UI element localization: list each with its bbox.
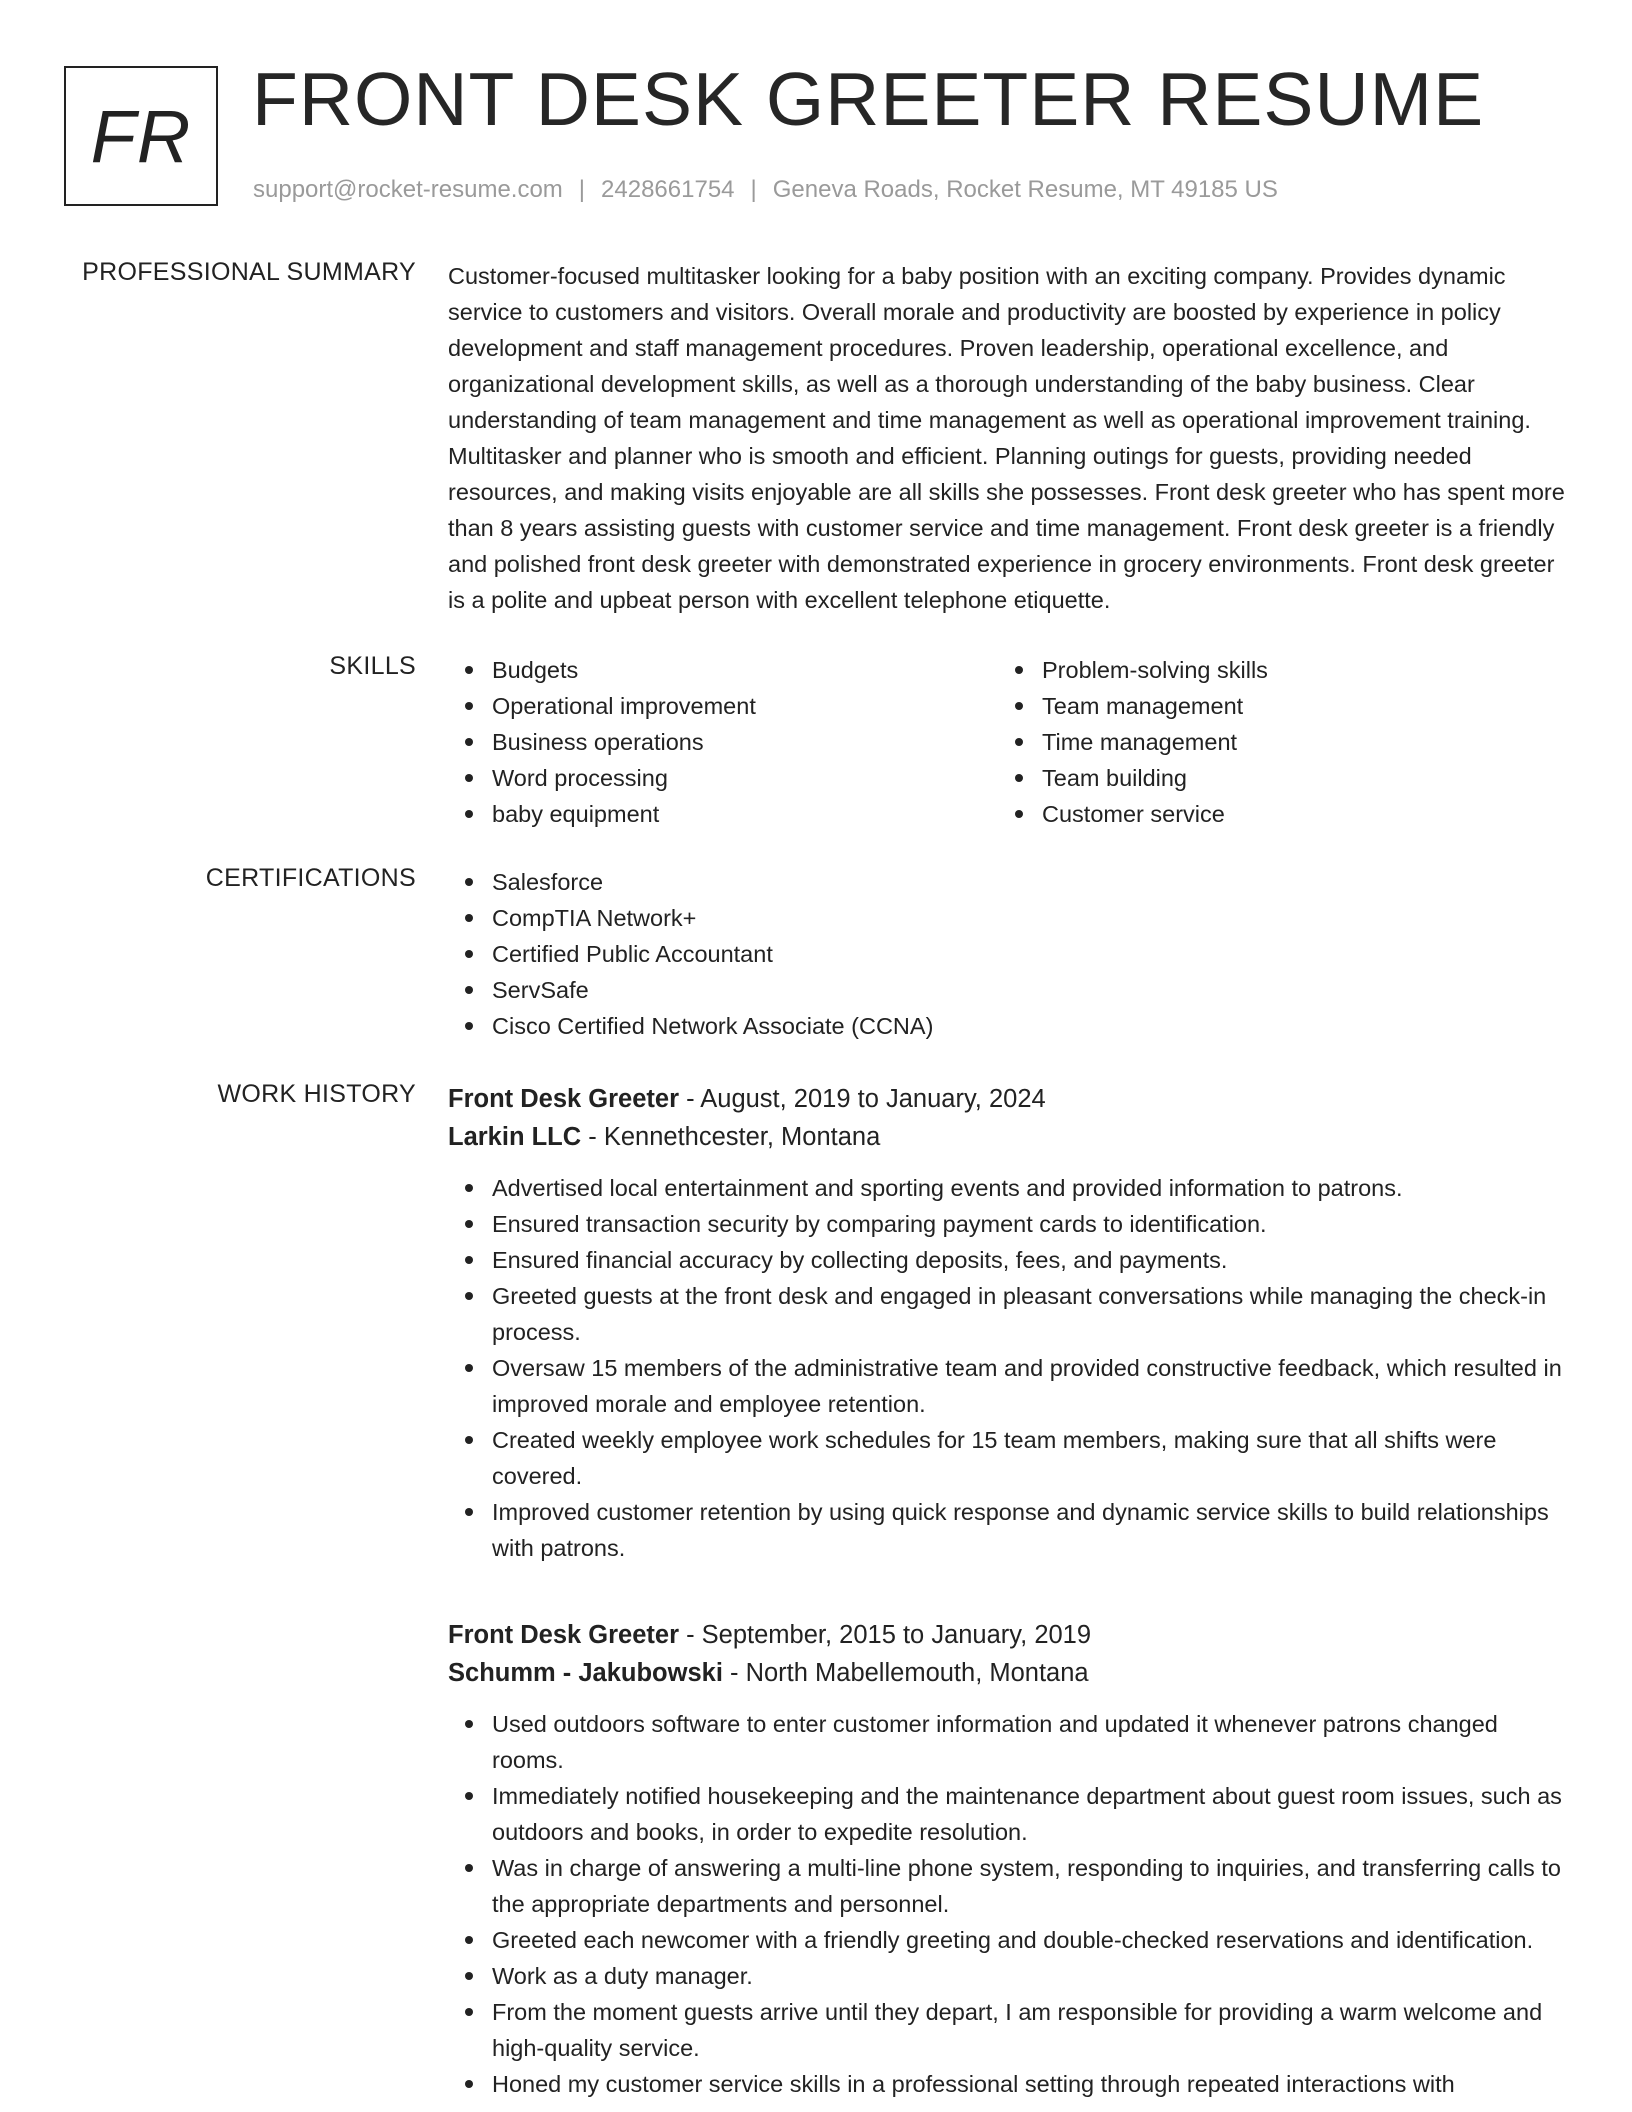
job-duty-item: Honed my customer service skills in a professional setting through repeated interactions with bbox=[492, 2066, 1568, 2102]
work-history-body bbox=[448, 1080, 1568, 2102]
certification-item: Salesforce bbox=[492, 864, 1568, 900]
job-duty-item: Ensured financial accuracy by collecting deposits, fees, and payments. bbox=[492, 1242, 1568, 1278]
job-location: - North Mabellemouth, Montana bbox=[722, 1659, 1089, 1687]
certification-item: Certified Public Accountant bbox=[492, 936, 1568, 972]
job-dates: - August, 2019 to January, 2024 bbox=[679, 1085, 1046, 1113]
section-heading-summary: PROFESSIONAL SUMMARY bbox=[82, 258, 416, 286]
job-duty-item: Ensured transaction security by comparing payment cards to identification. bbox=[492, 1206, 1568, 1242]
job-duties-list bbox=[448, 1706, 1568, 2102]
monogram-text: FR bbox=[90, 94, 192, 178]
job-company-line bbox=[448, 1118, 1568, 1156]
section-heading-certifications: CERTIFICATIONS bbox=[205, 864, 416, 892]
contact-separator: | bbox=[578, 176, 586, 203]
section-heading-work-history: WORK HISTORY bbox=[217, 1080, 416, 1108]
job-duty-item: Improved customer retention by using quick response and dynamic service skills to build relationships with patrons. bbox=[492, 1494, 1568, 1566]
job-duty-item: Used outdoors software to enter customer information and updated it whenever patrons changed rooms. bbox=[492, 1706, 1568, 1778]
skill-item: Business operations bbox=[492, 724, 998, 760]
skills-column-left bbox=[448, 652, 998, 832]
skills-body bbox=[448, 652, 1568, 832]
contact-email: support@rocket-resume.com bbox=[253, 176, 563, 203]
job-company-line bbox=[448, 1654, 1568, 1692]
skill-item: Time management bbox=[1042, 724, 1548, 760]
job-company: Larkin LLC bbox=[448, 1123, 582, 1151]
job-title-line bbox=[448, 1080, 1568, 1118]
certifications-body bbox=[448, 864, 1568, 1044]
job-title: Front Desk Greeter bbox=[448, 1085, 679, 1113]
certifications-list bbox=[448, 864, 1568, 1044]
skill-item: baby equipment bbox=[492, 796, 998, 832]
contact-separator: | bbox=[750, 176, 757, 203]
job-location: - Kennethcester, Montana bbox=[581, 1123, 881, 1151]
job-duty-item: Created weekly employee work schedules for 15 team members, making sure that all shifts were covered. bbox=[492, 1422, 1568, 1494]
section-heading-skills: SKILLS bbox=[329, 652, 416, 680]
job-duty-item: Immediately notified housekeeping and the maintenance department about guest room issues, such as outdoors and books, in order to expedite resolution. bbox=[492, 1778, 1568, 1850]
certification-item: ServSafe bbox=[492, 972, 1568, 1008]
job-duty-item: Oversaw 15 members of the administrative team and provided constructive feedback, which resulted in improved morale and employee retention. bbox=[492, 1350, 1568, 1422]
job-duties-list bbox=[448, 1170, 1568, 1566]
job-dates: - September, 2015 to January, 2019 bbox=[679, 1621, 1092, 1649]
certification-item: CompTIA Network+ bbox=[492, 900, 1568, 936]
skill-item: Team building bbox=[1042, 760, 1548, 796]
skills-list-left bbox=[448, 652, 998, 832]
job-duty-item: Work as a duty manager. bbox=[492, 1958, 1568, 1994]
contact-line bbox=[253, 176, 1278, 204]
job-title-line bbox=[448, 1616, 1568, 1654]
skills-list-right bbox=[998, 652, 1548, 832]
skill-item: Problem-solving skills bbox=[1042, 652, 1548, 688]
summary-text: Customer-focused multitasker looking for a baby position with an exciting company. Provides dynamic service to customers and visitors. Overall morale and productivity are boosted by experience in policy development and staff management procedures. Proven leadership, operational excellence, and organizational development skills, as well as a thorough understanding of the baby business. Clear understanding of team management and time management as well as operational improvement training. Multitasker and planner who is smooth and efficient. Planning outings for guests, providing needed resources, and making visits enjoyable are all skills she possesses. Front desk greeter who has spent more than 8 years assisting guests with customer service and time management. Front desk greeter is a friendly and polished front desk greeter with demonstrated experience in grocery environments. Front desk greeter is a polite and upbeat person with excellent telephone etiquette. bbox=[448, 263, 1565, 613]
job-entry bbox=[448, 1080, 1568, 1566]
summary-body bbox=[448, 258, 1568, 618]
monogram-badge bbox=[64, 66, 218, 206]
job-duty-item: Was in charge of answering a multi-line phone system, responding to inquiries, and transferring calls to the appropriate departments and personnel. bbox=[492, 1850, 1568, 1922]
contact-address: Geneva Roads, Rocket Resume, MT 49185 US bbox=[772, 176, 1278, 203]
skills-column-right bbox=[998, 652, 1548, 832]
job-company: Schumm - Jakubowski bbox=[448, 1659, 723, 1687]
resume-title: FRONT DESK GREETER RESUME bbox=[252, 57, 1485, 141]
skill-item: Team management bbox=[1042, 688, 1548, 724]
skill-item: Budgets bbox=[492, 652, 998, 688]
skill-item: Operational improvement bbox=[492, 688, 998, 724]
skill-item: Customer service bbox=[1042, 796, 1548, 832]
job-duty-item: From the moment guests arrive until they depart, I am responsible for providing a warm welcome and high-quality service. bbox=[492, 1994, 1568, 2066]
job-duty-item: Greeted each newcomer with a friendly greeting and double-checked reservations and identification. bbox=[492, 1922, 1568, 1958]
job-duty-item: Advertised local entertainment and sporting events and provided information to patrons. bbox=[492, 1170, 1568, 1206]
contact-phone: 2428661754 bbox=[601, 176, 735, 203]
job-title: Front Desk Greeter bbox=[448, 1621, 679, 1649]
job-duty-item: Greeted guests at the front desk and engaged in pleasant conversations while managing the check-in process. bbox=[492, 1278, 1568, 1350]
skill-item: Word processing bbox=[492, 760, 998, 796]
certification-item: Cisco Certified Network Associate (CCNA) bbox=[492, 1008, 1568, 1044]
job-entry bbox=[448, 1616, 1568, 2102]
